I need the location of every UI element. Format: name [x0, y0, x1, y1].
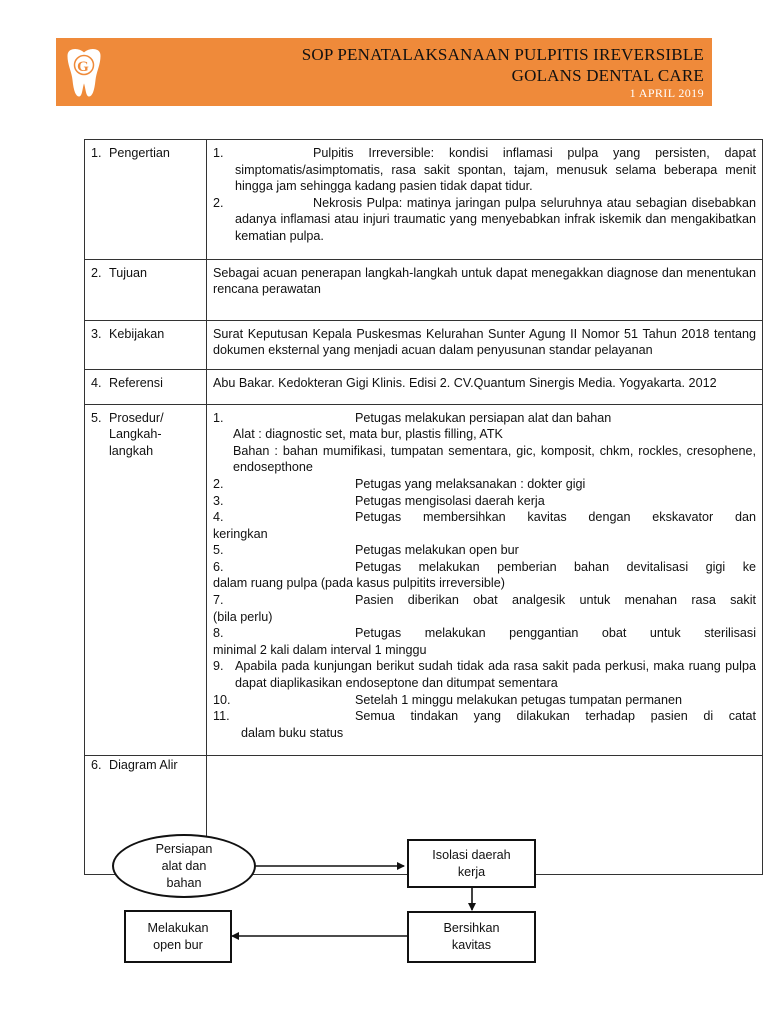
title-line-2: GOLANS DENTAL CARE	[511, 66, 704, 85]
content-cell	[207, 140, 763, 260]
row-kebijakan	[85, 320, 763, 369]
procedure-step: 3. Petugas mengisolasi daerah kerja	[213, 493, 545, 508]
referensi-text: Abu Bakar. Kedokteran Gigi Klinis. Edisi 2. CV.Quantum Sinergis Media. Yogyakarta. 2012	[213, 375, 717, 390]
flow-node-isolasi: Isolasi daerah kerja	[407, 839, 536, 888]
definition-item: 1. Pulpitis Irreversible: kondisi inflamasi pulpa yang persisten, dapat simptomatis/asimptomatis, rasa sakit spontan, tajam, menusuk selama beberapa menit hingga jam sehingga kadang pasien tidak dapat tidur.	[213, 146, 756, 194]
procedure-step: 7. Pasien diberikan obat analgesik untuk menahan rasa sakit (bila perlu)	[213, 593, 756, 624]
alat-line: Alat : diagnostic set, mata bur, plastis filling, ATK	[233, 427, 503, 442]
row-label: Diagram Alir	[109, 758, 178, 773]
document-date: 1 APRIL 2019	[629, 86, 704, 100]
row-label: Pengertian	[109, 146, 170, 160]
label-cell	[85, 140, 207, 260]
row-prosedur	[85, 404, 763, 756]
content-cell	[207, 404, 763, 756]
kebijakan-text: Surat Keputusan Kepala Puskesmas Kelurahan Sunter Agung II Nomor 51 Tahun 2018 tentang dokumen eksternal yang menjadi acuan dalam penyusunan standar pelayanan	[213, 326, 756, 358]
bahan-line: Bahan : bahan mumifikasi, tumpatan sementara, gic, komposit, chkm, rockles, cresophene, endosepthone	[233, 443, 756, 475]
procedure-step: 10. Setelah 1 minggu melakukan petugas tumpatan permanen	[213, 692, 682, 707]
row-number: 1.	[91, 146, 102, 160]
label-cell	[85, 369, 207, 404]
procedure-step: 4. Petugas membersihkan kavitas dengan ekskavator dan keringkan	[213, 510, 756, 541]
procedure-step: 6. Petugas melakukan pemberian bahan devitalisasi gigi ke dalam ruang pulpa (pada kasus pulpitits irreversible)	[213, 559, 756, 591]
row-number: 2.	[91, 265, 102, 280]
row-label: Referensi	[109, 375, 163, 390]
flow-node-persiapan: Persiapan alat dan bahan	[112, 834, 256, 898]
procedure-step: 9. Apabila pada kunjungan berikut sudah tidak ada rasa sakit pada perkusi, maka ruang pulpa dapat diaplikasikan endoseptone dan ditumpat sementara	[213, 659, 756, 691]
row-pengertian	[85, 140, 763, 260]
label-cell	[85, 404, 207, 756]
content-cell	[207, 259, 763, 320]
row-number: 4.	[91, 375, 102, 390]
document-title	[302, 44, 704, 86]
row-tujuan	[85, 259, 763, 320]
sop-table	[84, 139, 763, 875]
label-cell	[85, 259, 207, 320]
label-cell	[85, 320, 207, 369]
definition-item: 2. Nekrosis Pulpa: matinya jaringan pulpa seluruhnya atau sebagian disebabkan adanya inflamasi atau injuri traumatic yang menyebabkan infrak iskemik dan mengakibatkan kematian pulpa.	[213, 195, 756, 243]
procedure-step: 2. Petugas yang melaksanakan : dokter gigi	[213, 476, 586, 491]
procedure-step: 11. Semua tindakan yang dilakukan terhadap pasien di catat dalam buku status	[213, 709, 756, 740]
procedure-step: 1. Petugas melakukan persiapan alat dan bahan Alat : diagnostic set, mata bur, plastis filling, ATK Bahan : bahan mumifikasi, tumpatan sementara, gic, komposit, chkm, rockles, cresophene, endosepthone	[213, 410, 756, 475]
row-number: 3.	[91, 326, 102, 341]
title-line-1: SOP PENATALAKSANAAN PULPITIS IREVERSIBLE	[301, 45, 704, 64]
tooth-logo-icon	[62, 46, 106, 98]
tujuan-text: Sebagai acuan penerapan langkah-langkah untuk dapat menegakkan diagnose dan menentukan rencana perawatan	[213, 265, 756, 297]
header-banner	[56, 38, 712, 106]
row-label: Prosedur/ Langkah-langkah	[109, 410, 164, 458]
procedure-step: 8. Petugas melakukan penggantian obat untuk sterilisasi minimal 2 kali dalam interval 1 minggu	[213, 626, 756, 657]
row-referensi	[85, 369, 763, 404]
content-cell	[207, 320, 763, 369]
logo-letter: G	[77, 59, 89, 75]
content-cell	[207, 369, 763, 404]
row-number: 5.	[91, 410, 102, 425]
row-label: Tujuan	[109, 265, 148, 280]
row-number: 6.	[91, 758, 102, 773]
procedure-step: 5. Petugas melakukan open bur	[213, 543, 519, 558]
row-label: Kebijakan	[109, 326, 165, 341]
flow-node-open-bur: Melakukan open bur	[124, 910, 232, 963]
flow-node-bersihkan: Bersihkan kavitas	[407, 911, 536, 963]
